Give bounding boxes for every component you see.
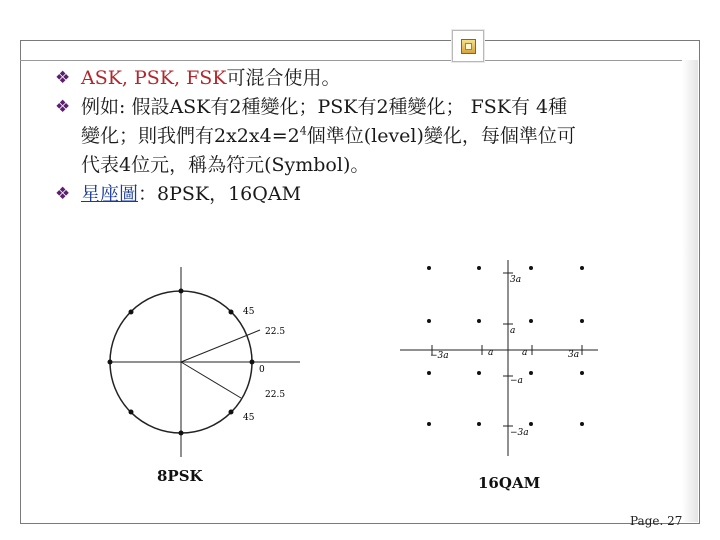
qam-point <box>529 422 533 426</box>
qam-label-3a: 3a <box>510 275 522 285</box>
caption-8psk: 8PSK <box>157 467 203 485</box>
diamond-bullet-icon: ❖ <box>55 97 71 117</box>
qam-point <box>580 371 584 375</box>
psk-phase-line <box>181 330 260 362</box>
psk-point <box>129 310 134 315</box>
psk-point <box>108 360 113 365</box>
psk-label-0: 0 <box>259 365 265 375</box>
psk-point <box>250 360 255 365</box>
psk-phase-line <box>181 362 241 398</box>
psk-point <box>179 431 184 436</box>
caption-16qam: 16QAM <box>478 474 541 492</box>
qam-label-3a: 3a <box>568 350 580 360</box>
bullet-item-1 <box>55 64 680 93</box>
psk-point <box>229 310 234 315</box>
psk-point <box>229 410 234 415</box>
qam-label-minus-3a: −3a <box>430 351 449 361</box>
qam-point <box>529 266 533 270</box>
constellation-link[interactable]: 星座圖 <box>81 183 139 205</box>
qam-label-a: a <box>510 326 516 336</box>
psk-point <box>179 289 184 294</box>
bullet-item-2 <box>55 93 680 180</box>
bullet-2-line-3: 代表4位元，稱為符元(Symbol)。 <box>81 154 370 176</box>
qam-point <box>580 422 584 426</box>
exponent: 4 <box>299 124 307 138</box>
qam-point <box>477 422 481 426</box>
qam-point <box>427 371 431 375</box>
qam-label-minus-a: −a <box>510 376 523 386</box>
qam-point <box>477 371 481 375</box>
qam-point <box>529 371 533 375</box>
qam-label-a: a <box>488 348 494 358</box>
diamond-bullet-icon: ❖ <box>55 68 71 88</box>
qam-point <box>529 319 533 323</box>
qam-constellation-diagram <box>398 258 600 458</box>
bullet-list <box>55 64 680 209</box>
qam-point <box>580 266 584 270</box>
diamond-bullet-icon: ❖ <box>55 184 71 204</box>
qam-label-a: a <box>522 348 528 358</box>
page-number: Page. 27 <box>630 514 683 528</box>
qam-point <box>427 266 431 270</box>
psk-label-45: 45 <box>243 307 255 317</box>
slide-logo-icon <box>452 30 484 62</box>
bullet-3-text: ：8PSK，16QAM <box>138 183 302 205</box>
qam-point <box>477 319 481 323</box>
bullet-1-text: 可混合使用。 <box>226 67 341 89</box>
qam-point <box>477 266 481 270</box>
qam-points <box>427 266 584 426</box>
psk-constellation-diagram <box>105 262 305 462</box>
bullet-1-highlight: ASK, PSK, FSK <box>81 67 227 89</box>
psk-label-22-5: 22.5 <box>265 327 286 337</box>
header-divider <box>20 60 698 61</box>
qam-point <box>427 319 431 323</box>
qam-point <box>427 422 431 426</box>
qam-point <box>580 319 584 323</box>
psk-label-minus-22-5: 22.5 <box>265 390 286 400</box>
psk-label-minus-45: 45 <box>243 413 255 423</box>
bullet-item-3 <box>55 180 680 209</box>
frame-shadow <box>682 60 698 522</box>
bullet-2-line-2-pre: 變化；則我們有2x2x4=2 <box>81 125 300 147</box>
bullet-2-line-1: 例如: 假設ASK有2種變化；PSK有2種變化； FSK有 4種 <box>81 96 568 118</box>
psk-point <box>129 410 134 415</box>
qam-label-minus-3a: −3a <box>510 428 529 438</box>
bullet-2-line-2-post: 個準位(level)變化，每個準位可 <box>306 125 576 147</box>
